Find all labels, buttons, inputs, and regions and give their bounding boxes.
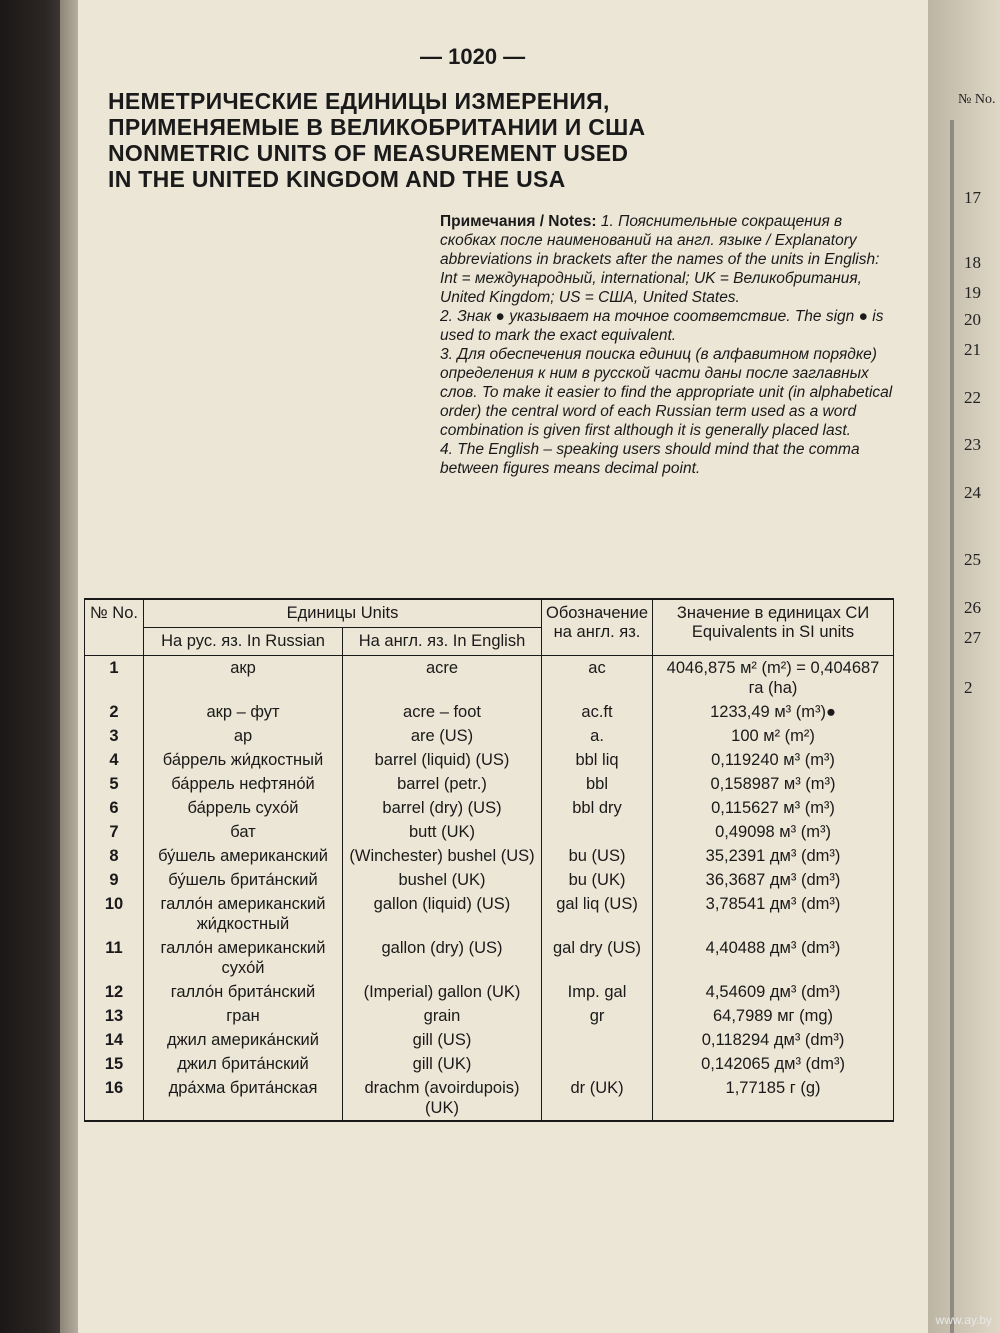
cell-si: 100 м² (m²) (653, 724, 894, 748)
header-units: Единицы Units (144, 599, 542, 628)
cell-en: barrel (petr.) (343, 772, 542, 796)
cell-num: 11 (85, 936, 144, 980)
cell-abbr: gr (542, 1004, 653, 1028)
cell-abbr: bbl liq (542, 748, 653, 772)
cell-abbr (542, 1052, 653, 1076)
adjacent-page-row-number: 20 (964, 310, 981, 329)
cell-num: 10 (85, 892, 144, 936)
page-number: — 1020 — (420, 44, 526, 69)
cell-abbr: Imp. gal (542, 980, 653, 1004)
cell-abbr: gal dry (US) (542, 936, 653, 980)
cell-si: 64,7989 мг (mg) (653, 1004, 894, 1028)
adjacent-page-rule (950, 120, 954, 1333)
cell-abbr: a. (542, 724, 653, 748)
table-row (85, 1076, 894, 1121)
adjacent-page-row-number: 27 (964, 628, 981, 647)
cell-num: 13 (85, 1004, 144, 1028)
watermark: www.ay.by (935, 1313, 992, 1327)
cell-ru: акр (144, 656, 343, 701)
adjacent-page-header: № No. (958, 92, 996, 107)
cell-si: 1233,49 м³ (m³)● (653, 700, 894, 724)
table-row (85, 796, 894, 820)
header-abbreviation: Обозначение на англ. яз. (542, 599, 653, 656)
cell-en: are (US) (343, 724, 542, 748)
table-body (85, 656, 894, 1122)
table-row (85, 1052, 894, 1076)
cell-num: 1 (85, 656, 144, 701)
cell-en: gallon (dry) (US) (343, 936, 542, 980)
cell-abbr: gal liq (US) (542, 892, 653, 936)
cell-ru: джил брита́нский (144, 1052, 343, 1076)
cell-ru: галло́н американский сухо́й (144, 936, 343, 980)
adjacent-page-row-number: 24 (964, 483, 981, 502)
cell-ru: бу́шель брита́нский (144, 868, 343, 892)
cell-si: 0,118294 дм³ (dm³) (653, 1028, 894, 1052)
cell-ru: гран (144, 1004, 343, 1028)
adjacent-page-row-number: 17 (964, 188, 981, 207)
table-row (85, 700, 894, 724)
cell-abbr: bu (UK) (542, 868, 653, 892)
cell-abbr: bu (US) (542, 844, 653, 868)
cell-en: barrel (liquid) (US) (343, 748, 542, 772)
cell-num: 15 (85, 1052, 144, 1076)
cell-en: barrel (dry) (US) (343, 796, 542, 820)
table-row (85, 844, 894, 868)
cell-ru: ар (144, 724, 343, 748)
cell-si: 0,49098 м³ (m³) (653, 820, 894, 844)
cell-si: 0,158987 м³ (m³) (653, 772, 894, 796)
cell-num: 8 (85, 844, 144, 868)
adjacent-page-row-number: 18 (964, 253, 981, 272)
title-line-4: IN THE UNITED KINGDOM AND THE USA (108, 166, 566, 192)
title-line-2: ПРИМЕНЯЕМЫЕ В ВЕЛИКОБРИТАНИИ И США (108, 114, 646, 140)
table-row (85, 724, 894, 748)
cell-num: 9 (85, 868, 144, 892)
cell-si: 0,119240 м³ (m³) (653, 748, 894, 772)
cell-si: 0,115627 м³ (m³) (653, 796, 894, 820)
table-row (85, 820, 894, 844)
cell-en: gallon (liquid) (US) (343, 892, 542, 936)
cell-num: 12 (85, 980, 144, 1004)
cell-si: 4,54609 дм³ (dm³) (653, 980, 894, 1004)
cell-abbr: ac (542, 656, 653, 701)
table-row (85, 748, 894, 772)
table-row (85, 868, 894, 892)
cell-abbr (542, 820, 653, 844)
note-3: 3. Для обеспечения поиска единиц (в алфавитном порядке) определения к ним в русской части даны после заглавных слов. To make it easier to find the appropriate unit (in alphabetical order) the central word of each Russian term used as a word combination is given first although it is generally placed last. (440, 346, 893, 439)
page-title (108, 88, 908, 192)
cell-en: gill (UK) (343, 1052, 542, 1076)
cell-si: 4046,875 м² (m²) = 0,404687 га (ha) (653, 656, 894, 701)
cell-num: 2 (85, 700, 144, 724)
cell-ru: бу́шель американский (144, 844, 343, 868)
cell-num: 4 (85, 748, 144, 772)
cell-si: 3,78541 дм³ (dm³) (653, 892, 894, 936)
note-2: 2. Знак ● указывает на точное соответствие. The sign ● is used to mark the exact equivalent. (440, 308, 884, 344)
table-row (85, 936, 894, 980)
header-number: № No. (85, 599, 144, 656)
adjacent-page-row-number: 21 (964, 340, 981, 359)
cell-si: 1,77185 г (g) (653, 1076, 894, 1121)
cell-en: butt (UK) (343, 820, 542, 844)
units-table (84, 598, 894, 1122)
cell-ru: галло́н брита́нский (144, 980, 343, 1004)
cell-abbr: bbl dry (542, 796, 653, 820)
cell-en: acre – foot (343, 700, 542, 724)
cell-num: 6 (85, 796, 144, 820)
cell-ru: ба́ррель сухо́й (144, 796, 343, 820)
cell-num: 16 (85, 1076, 144, 1121)
adjacent-page-row-number: 19 (964, 283, 981, 302)
table-row (85, 656, 894, 701)
cell-ru: бат (144, 820, 343, 844)
cell-ru: ба́ррель нефтяно́й (144, 772, 343, 796)
cell-ru: акр – фут (144, 700, 343, 724)
notes-block (440, 212, 900, 478)
cell-num: 5 (85, 772, 144, 796)
adjacent-page-row-number: 23 (964, 435, 981, 454)
cell-en: drachm (avoirdupois) (UK) (343, 1076, 542, 1121)
adjacent-page-row-number: 22 (964, 388, 981, 407)
cell-en: grain (343, 1004, 542, 1028)
note-4: 4. The English – speaking users should mind that the comma between figures means decimal point. (440, 441, 860, 477)
cell-si: 35,2391 дм³ (dm³) (653, 844, 894, 868)
cell-en: bushel (UK) (343, 868, 542, 892)
cell-ru: галло́н американский жи́дкостный (144, 892, 343, 936)
title-line-1: НЕМЕТРИЧЕСКИЕ ЕДИНИЦЫ ИЗМЕРЕНИЯ, (108, 88, 610, 114)
title-line-3: NONMETRIC UNITS OF MEASUREMENT USED (108, 140, 629, 166)
table-row (85, 980, 894, 1004)
adjacent-page (928, 0, 1000, 1333)
header-russian: На рус. яз. In Russian (144, 628, 343, 656)
note-1: 1. Пояснительные сокращения в скобках после наименований на англ. языке / Explanatory abbreviations in brackets after the names of the units in English: Int = международный, international; UK = Великобритания, United Kingdom; US = США, United States. (440, 213, 880, 306)
cell-abbr (542, 1028, 653, 1052)
cell-si: 4,40488 дм³ (dm³) (653, 936, 894, 980)
adjacent-page-row-number: 2 (964, 678, 973, 697)
adjacent-page-row-number: 25 (964, 550, 981, 569)
cell-si: 0,142065 дм³ (dm³) (653, 1052, 894, 1076)
cell-en: (Winchester) bushel (US) (343, 844, 542, 868)
header-si: Значение в единицах СИ Equivalents in SI units (653, 599, 894, 656)
cell-num: 14 (85, 1028, 144, 1052)
cell-en: (Imperial) gallon (UK) (343, 980, 542, 1004)
cell-en: acre (343, 656, 542, 701)
header-english: На англ. яз. In English (343, 628, 542, 656)
table-row (85, 1028, 894, 1052)
cell-num: 3 (85, 724, 144, 748)
cell-ru: ба́ррель жи́дкостный (144, 748, 343, 772)
cell-ru: джил америка́нский (144, 1028, 343, 1052)
cell-si: 36,3687 дм³ (dm³) (653, 868, 894, 892)
cell-abbr: dr (UK) (542, 1076, 653, 1121)
notes-heading: Примечания / Notes: (440, 213, 597, 230)
cell-abbr: bbl (542, 772, 653, 796)
table-row (85, 772, 894, 796)
table-row (85, 892, 894, 936)
cell-ru: дра́хма брита́нская (144, 1076, 343, 1121)
cell-abbr: ac.ft (542, 700, 653, 724)
cell-num: 7 (85, 820, 144, 844)
cell-en: gill (US) (343, 1028, 542, 1052)
adjacent-page-row-number: 26 (964, 598, 981, 617)
table-row (85, 1004, 894, 1028)
book-page (78, 0, 928, 1333)
